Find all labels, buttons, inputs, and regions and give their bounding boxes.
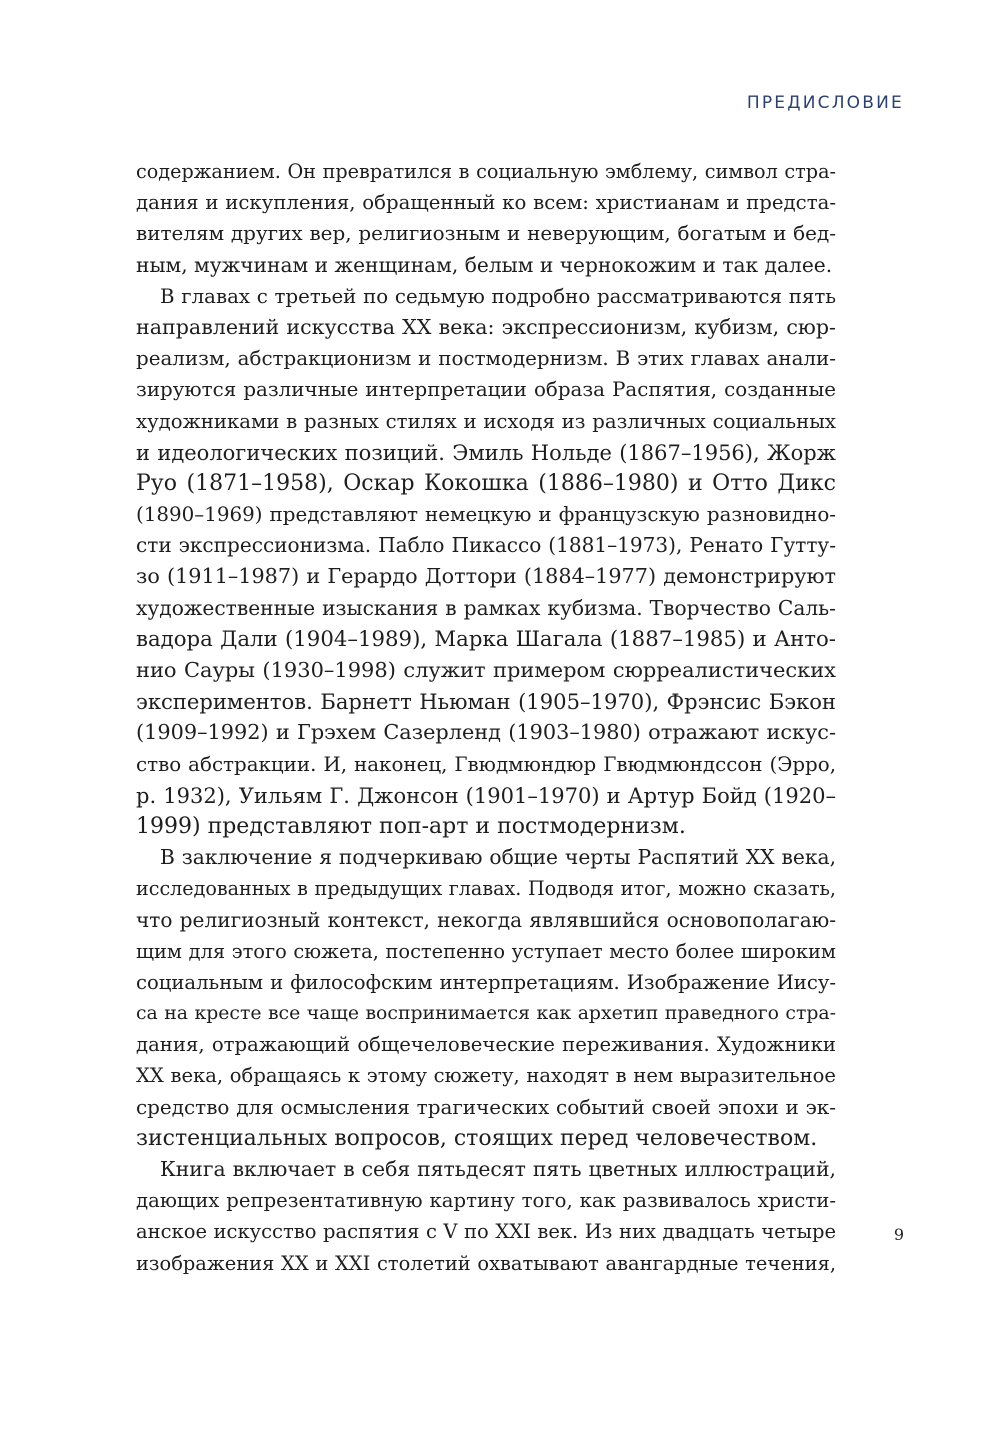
text-line: (1909–1992) и Грэхем Сазерленд (1903–1980) отражают искус-: [136, 720, 836, 745]
text-line: исследованных в предыдущих главах. Подводя итог, можно сказать,: [136, 877, 836, 901]
text-line: экспериментов. Барнетт Ньюман (1905–1970), Фрэнсис Бэкон: [136, 689, 836, 715]
text-line: социальным и философским интерпретациям. Изображение Иису-: [136, 970, 836, 994]
text-line: содержанием. Он превратился в социальную эмблему, символ стра-: [136, 160, 836, 183]
text-line: нио Сауры (1930–1998) служит примером сюрреалистических: [136, 658, 836, 682]
text-line: вадора Дали (1904–1989), Марка Шагала (1887–1985) и Анто-: [136, 626, 836, 652]
text-line: зистенциальных вопросов, стоящих перед человечеством.: [136, 1125, 818, 1151]
text-line: щим для этого сюжета, постепенно уступает место более широким: [136, 939, 836, 963]
text-line: направлений искусства XX века: экспрессионизм, кубизм, сюр-: [136, 314, 836, 339]
text-line: анское искусство распятия с V по XXI век. Из них двадцать четыре: [136, 1220, 836, 1244]
text-line: зо (1911–1987) и Герардо Доттори (1884–1977) демонстрируют: [136, 564, 836, 589]
text-line: ство абстракции. И, наконец, Гвюдмюндюр Гвюдмюндссон (Эрро,: [136, 752, 836, 776]
text-line: са на кресте все чаще воспринимается как архетип праведного стра-: [136, 1003, 836, 1025]
text-line: и идеологических позиций. Эмиль Нольде (1867–1956), Жорж: [136, 439, 836, 465]
text-line: В заключение я подчеркиваю общие черты Распятий XX века,: [160, 845, 836, 870]
text-line: дания и искупления, обращенный ко всем: христианам и предста-: [136, 191, 836, 215]
text-line: р. 1932), Уильям Г. Джонсон (1901–1970) и Артур Бойд (1920–: [136, 782, 836, 808]
text-line: Руо (1871–1958), Оскар Кокошка (1886–1980) и Отто Дикс: [136, 470, 836, 496]
text-line: дающих репрезентативную картину того, как развивалось христи-: [136, 1189, 836, 1213]
text-line: сти экспрессионизма. Пабло Пикассо (1881–1973), Ренато Гутту-: [136, 533, 836, 558]
text-line: дания, отражающий общечеловеческие переживания. Художники: [136, 1033, 836, 1057]
text-line: зируются различные интерпретации образа Распятия, созданные: [136, 378, 836, 402]
text-line: (1890–1969) представляют немецкую и французскую разновидно-: [136, 503, 836, 527]
text-line: что религиозный контекст, некогда являвшийся основополагаю-: [136, 907, 836, 932]
text-line: художниками в разных стилях и исходя из различных социальных: [136, 409, 836, 433]
text-line: реализм, абстракционизм и постмодернизм. В этих главах анали-: [136, 347, 836, 371]
body-text: [136, 156, 836, 1279]
text-line: Книга включает в себя пятьдесят пять цветных иллюстраций,: [160, 1157, 836, 1181]
text-line: 1999) представляют поп-арт и постмодернизм.: [136, 813, 686, 839]
text-line: ным, мужчинам и женщинам, белым и чернокожим и так далее.: [136, 252, 833, 277]
page-number: 9: [893, 1225, 904, 1244]
text-line: художественные изыскания в рамках кубизма. Творчество Саль-: [136, 595, 836, 620]
running-title: ПРЕДИСЛОВИЕ: [746, 93, 904, 113]
text-line: изображения XX и XXI столетий охватывают авангардные течения,: [136, 1251, 836, 1275]
text-line: вителям других вер, религиозным и неверующим, богатым и бед-: [136, 221, 836, 246]
text-line: В главах с третьей по седьмую подробно рассматриваются пять: [160, 284, 836, 308]
text-line: средство для осмысления трагических событий своей эпохи и эк-: [136, 1094, 836, 1119]
text-line: XX века, обращаясь к этому сюжету, находят в нем выразительное: [136, 1064, 836, 1088]
